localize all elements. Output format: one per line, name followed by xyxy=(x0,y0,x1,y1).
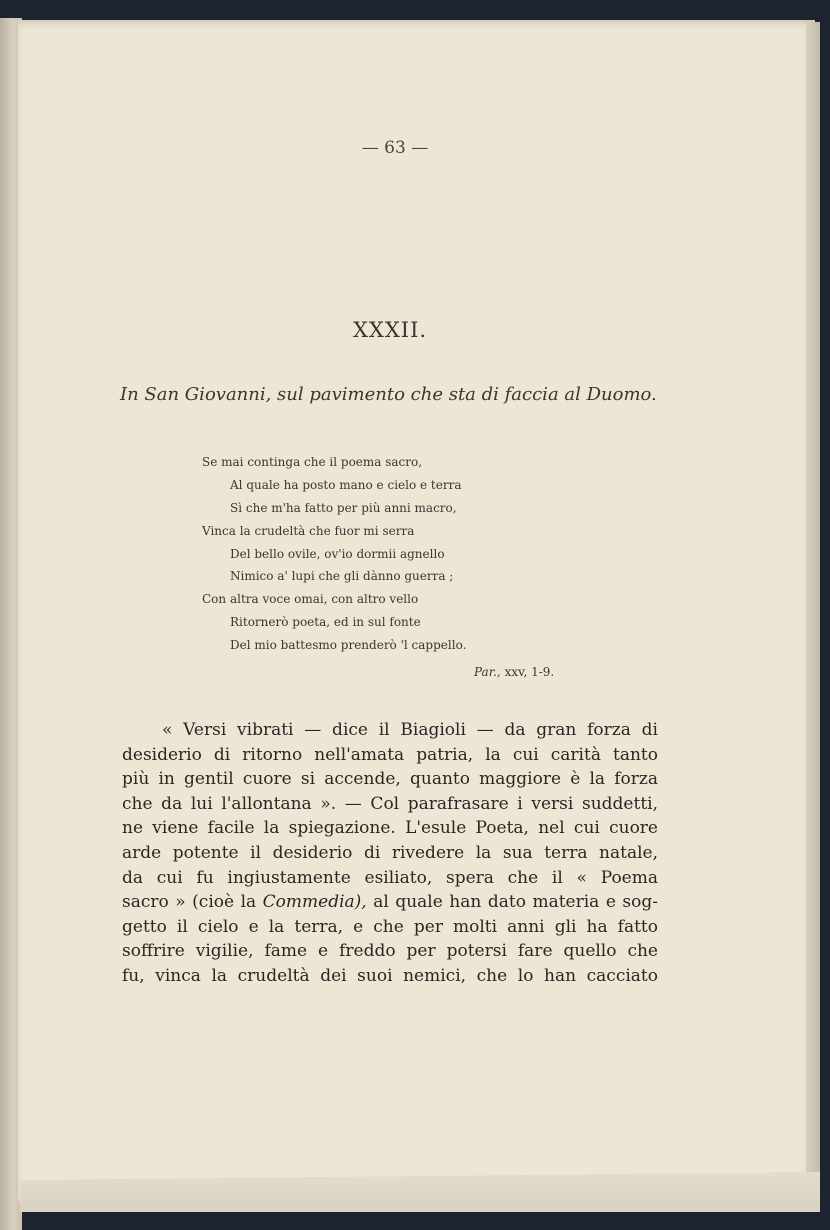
citation-source: Par., xyxy=(474,665,501,679)
commentary-line: desiderio di ritorno nell'amata patria, la cui carità tanto xyxy=(122,744,658,765)
page-right-edge xyxy=(806,22,820,1182)
commentary-line: più in gentil cuore si accende, quanto maggiore è la forza xyxy=(122,769,658,790)
verse-citation xyxy=(474,665,554,679)
commentary-line: « Versi vibrati — dice il Biagioli — da gran forza di xyxy=(162,720,658,740)
commentary-line: ne viene facile la spiegazione. L'esule Poeta, nel cui cuore xyxy=(122,818,658,839)
verse-line: Vinca la crudeltà che fuor mi serra xyxy=(202,523,415,538)
chapter-number: XXXII. xyxy=(352,318,428,342)
commentary-line: che da lui l'allontana ». — Col parafrasare i versi suddetti, xyxy=(122,793,658,814)
verse-line: Ritornerò poeta, ed in sul fonte xyxy=(230,615,421,630)
commentary-line: fu, vinca la crudeltà dei suoi nemici, che lo han cacciato xyxy=(122,965,658,986)
chapter-title: In San Giovanni, sul pavimento che sta di faccia al Duomo. xyxy=(120,384,657,405)
commentary-paragraph xyxy=(122,718,658,989)
verse-line: Se mai continga che il poema sacro, xyxy=(202,455,423,469)
citation-reference: xxv, 1-9. xyxy=(504,665,555,679)
commentary-line: da cui fu ingiustamente esiliato, spera che il « Poema xyxy=(122,867,658,888)
commentary-line: arde potente il desiderio di rivedere la sua terra natale, xyxy=(122,842,658,863)
commentary-text: sacro » (cioè la xyxy=(122,892,263,913)
commentary-line: getto il cielo e la terra, e che per molti anni gli ha fatto xyxy=(122,916,658,937)
verse-line: Al quale ha posto mano e cielo e terra xyxy=(230,477,462,492)
work-title-italic: Commedia), xyxy=(262,892,367,913)
commentary-line: soffrire vigilie, fame e freddo per potersi fare quello che xyxy=(122,941,658,962)
commentary-line xyxy=(122,890,658,915)
verse-line: Del mio battesmo prenderò 'l cappello. xyxy=(230,638,467,653)
verse-line: Nimico a' lupi che gli dànno guerra ; xyxy=(230,569,454,584)
verse-line: Sì che m'ha fatto per più anni macro, xyxy=(230,500,457,515)
page-number: — 63 — xyxy=(361,138,429,158)
commentary-text: al quale han dato materia e sog- xyxy=(366,892,658,913)
verse-line: Del bello ovile, ov'io dormii agnello xyxy=(230,546,445,561)
verse-quotation xyxy=(202,451,466,657)
verse-line: Con altra voce omai, con altro vello xyxy=(202,592,419,607)
